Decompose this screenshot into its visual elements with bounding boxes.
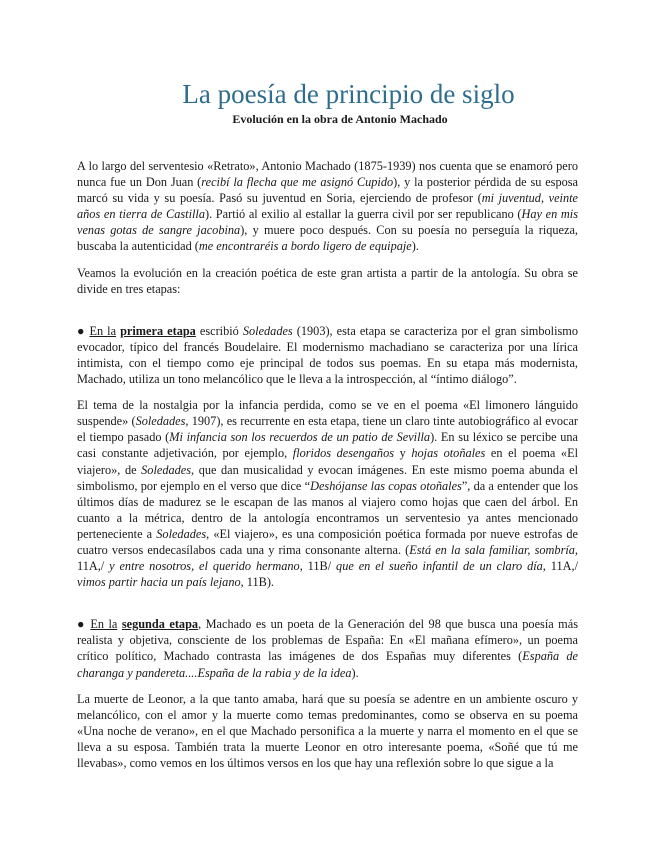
document-subtitle: Evolución en la obra de Antonio Machado	[232, 112, 448, 126]
bullet-icon: ●	[77, 323, 86, 338]
paragraph-leonor: La muerte de Leonor, a la que tanto amaba, hará que su poesía se adentre en un ambiente oscuro y melancólico, con el amor y la muerte como temas predominantes, como se observa en su poema «Una noche de verano», en el que Machado personifica a la muerte y narra el momento en el que se lleva a su esposa. También trata la muerte Leonor en otro interesante poema, «Soñé que tú me llevabas», como vemos en los últimos versos en los que hay una reflexión sobre lo que sigue a la	[77, 691, 578, 770]
paragraph-intro-etapas: Veamos la evolución en la creación poética de este gran artista a partir de la antología. Su obra se divide en tres etapas:	[77, 265, 578, 296]
paragraph-segunda-etapa: ● En la segunda etapa, Machado es un poeta de la Generación del 98 que busca una poesía más realista y objetiva, consciente de los problemas de España: En «El mañana efímero», un poema crítico político, Machado contrasta las imágenes de dos Españas muy diferentes (España de charanga y pandereta....España de la rabia y de la idea).	[77, 617, 578, 680]
paragraph-primera-etapa: ● En la primera etapa escribió Soledades (1903), esta etapa se caracteriza por el gran simbolismo evocador, típico del francés Boudelaire. El modernismo machadiano se caracteriza por una lírica intimista, con el tiempo como eje principal de todos sus poemas. En su etapa más modernista, Machado, utiliza un tono melancólico que le lleva a la introspección, al “íntimo diálogo”.	[77, 323, 579, 387]
paragraph-retrato: A lo largo del serventesio «Retrato», Antonio Machado (1875-1939) nos cuenta que se enamoró pero nunca fue un Don Juan (recibí la flecha que me asignó Cupido), y la posterior pérdida de su esposa marcó su vida y su poesía. Pasó su juventud en Soria, ejerciendo de profesor (mi juventud, veinte años en tierra de Castilla). Partió al exilio al estallar la guerra civil por ser republicano (Hay en mis venas gotas de sangre jacobina), y muere poco después. Con su poesía no perseguía la riqueza, buscaba la autenticidad (me encontraréis a bordo ligero de equipaje).	[77, 159, 579, 254]
document-body	[77, 158, 578, 781]
document-title: La poesía de principio de siglo	[182, 79, 515, 109]
paragraph-nostalgia: El tema de la nostalgia por la infancia perdida, como se ve en el poema «El limonero lánguido suspende» (Soledades, 1907), es recurrente en esta etapa, tiene un claro tinte autobiográfico al evocar el tiempo pasado (Mi infancia son los recuerdos de un patio de Sevilla). En su léxico se percibe una casi constante adjetivación, por ejemplo, floridos desengaños y hojas otoñales en el poema «El viajero», de Soledades, que dan musicalidad y evocan imágenes. En este mismo poema abunda el simbolismo, por ejemplo en el verso que dice “Deshójanse las copas otoñales”, da a entender que los últimos días de madurez se le escapan de las manos al viajero como hojas que caen del árbol. En cuanto a la métrica, dentro de la antología encontramos un serventesio ya antes mencionado perteneciente a Soledades, «El viajero», es una composición poética formada por nueve estrofas de cuatro versos endecasílabos cada una y rima consonante alterna. (Está en la sala familiar, sombría, 11A,/ y entre nosotros, el querido hermano, 11B/ que en el sueño infantil de un claro día, 11A,/ vimos partir hacia un país lejano, 11B).	[77, 398, 579, 590]
bullet-icon: ●	[77, 617, 86, 632]
